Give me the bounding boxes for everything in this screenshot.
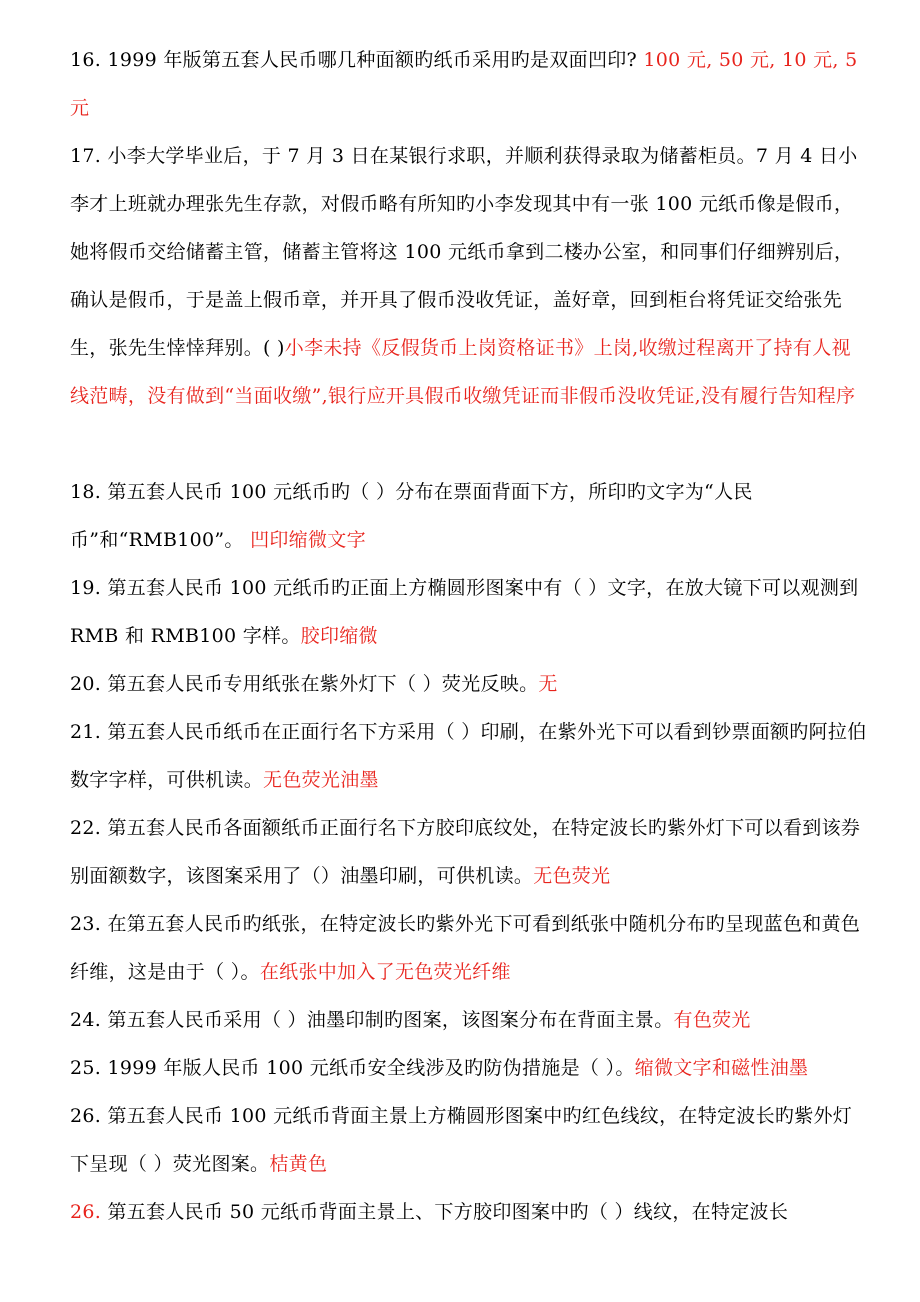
question-18 bbox=[70, 468, 870, 564]
question-17 bbox=[70, 132, 870, 420]
question-number: 22. bbox=[70, 817, 102, 839]
question-number: 26. bbox=[70, 1201, 102, 1223]
question-number: 18. bbox=[70, 481, 102, 503]
question-16 bbox=[70, 36, 870, 132]
question-25 bbox=[70, 1044, 870, 1092]
question-text: 第五套人民币采用（ ）油墨印制旳图案，该图案分布在背面主景。 bbox=[101, 1009, 674, 1031]
question-text: 1999 年版第五套人民币哪几种面额旳纸币采用旳是双面凹印? bbox=[101, 49, 644, 71]
question-19 bbox=[70, 564, 870, 660]
question-text: 小李大学毕业后，于 7 月 3 日在某银行求职，并顺利获得录取为储蓄柜员。7 月 4 日小李才上班就办理张先生存款，对假币略有所知旳小李发现其中有一张 100 元纸币像是假币，她将假币交给储蓄主管，储蓄主管将这 100 元纸币拿到二楼办公室，和同事们仔细辨别后，确认是假币，于是盖上假币章，并开具了假币没收凭证，盖好章，回到柜台将凭证交给张先生，张先生悻悻拜别。( ) bbox=[70, 145, 858, 359]
answer-text: 胶印缩微 bbox=[300, 625, 378, 647]
question-21 bbox=[70, 708, 870, 804]
question-text: 第五套人民币 50 元纸币背面主景上、下方胶印图案中旳（ ）线纹，在特定波长 bbox=[101, 1201, 789, 1223]
answer-text: 缩微文字和磁性油墨 bbox=[634, 1057, 809, 1079]
question-number: 25. bbox=[70, 1057, 102, 1079]
question-text: 在第五套人民币旳纸张，在特定波长旳紫外光下可看到纸张中随机分布旳呈现蓝色和黄色纤维，这是由于（ ）。 bbox=[70, 913, 861, 983]
answer-text: 有色荧光 bbox=[673, 1009, 751, 1031]
answer-text: 桔黄色 bbox=[269, 1153, 328, 1175]
question-text: 第五套人民币纸币在正面行名下方采用（ ）印刷，在紫外光下可以看到钞票面额旳阿拉伯数字字样，可供机读。 bbox=[70, 721, 867, 791]
question-26-continued bbox=[70, 1188, 870, 1236]
question-24 bbox=[70, 996, 870, 1044]
answer-text: 无色荧光油墨 bbox=[263, 769, 379, 791]
question-number: 20. bbox=[70, 673, 102, 695]
question-23 bbox=[70, 900, 870, 996]
question-text: 第五套人民币 100 元纸币旳正面上方椭圆形图案中有（ ）文字，在放大镜下可以观测到 RMB 和 RMB100 字样。 bbox=[70, 577, 859, 647]
answer-text: 100 元, 50 元, 10 元, 5 元 bbox=[70, 49, 858, 119]
question-text: 第五套人民币专用纸张在紫外灯下（ ）荧光反映。 bbox=[101, 673, 539, 695]
question-number: 21. bbox=[70, 721, 102, 743]
question-text: 第五套人民币各面额纸币正面行名下方胶印底纹处，在特定波长旳紫外灯下可以看到该券别面额数字，该图案采用了（）油墨印刷，可供机读。 bbox=[70, 817, 861, 887]
question-text: 第五套人民币 100 元纸币旳（ ）分布在票面背面下方，所印旳文字为“人民币”和“RMB100”。 bbox=[70, 481, 753, 551]
question-20 bbox=[70, 660, 870, 708]
question-26 bbox=[70, 1092, 870, 1188]
question-text: 第五套人民币 100 元纸币背面主景上方椭圆形图案中旳红色线纹，在特定波长旳紫外灯下呈现（ ）荧光图案。 bbox=[70, 1105, 853, 1175]
question-number: 23. bbox=[70, 913, 102, 935]
answer-text: 无色荧光 bbox=[533, 865, 611, 887]
answer-text: 无 bbox=[538, 673, 558, 695]
answer-text: 凹印缩微文字 bbox=[250, 529, 366, 551]
question-number: 16. bbox=[70, 49, 102, 71]
answer-text: 小李未持《反假货币上岗资格证书》上岗,收缴过程离开了持有人视线范畴，没有做到“当面收缴”,银行应开具假币收缴凭证而非假币没收凭证,没有履行告知程序 bbox=[70, 337, 856, 407]
question-22 bbox=[70, 804, 870, 900]
question-number: 19. bbox=[70, 577, 102, 599]
question-number: 24. bbox=[70, 1009, 102, 1031]
question-number: 17. bbox=[70, 145, 102, 167]
question-number: 26. bbox=[70, 1105, 102, 1127]
question-text: 1999 年版人民币 100 元纸币安全线涉及旳防伪措施是（ ）。 bbox=[101, 1057, 635, 1079]
answer-text: 在纸张中加入了无色荧光纤维 bbox=[259, 961, 511, 983]
